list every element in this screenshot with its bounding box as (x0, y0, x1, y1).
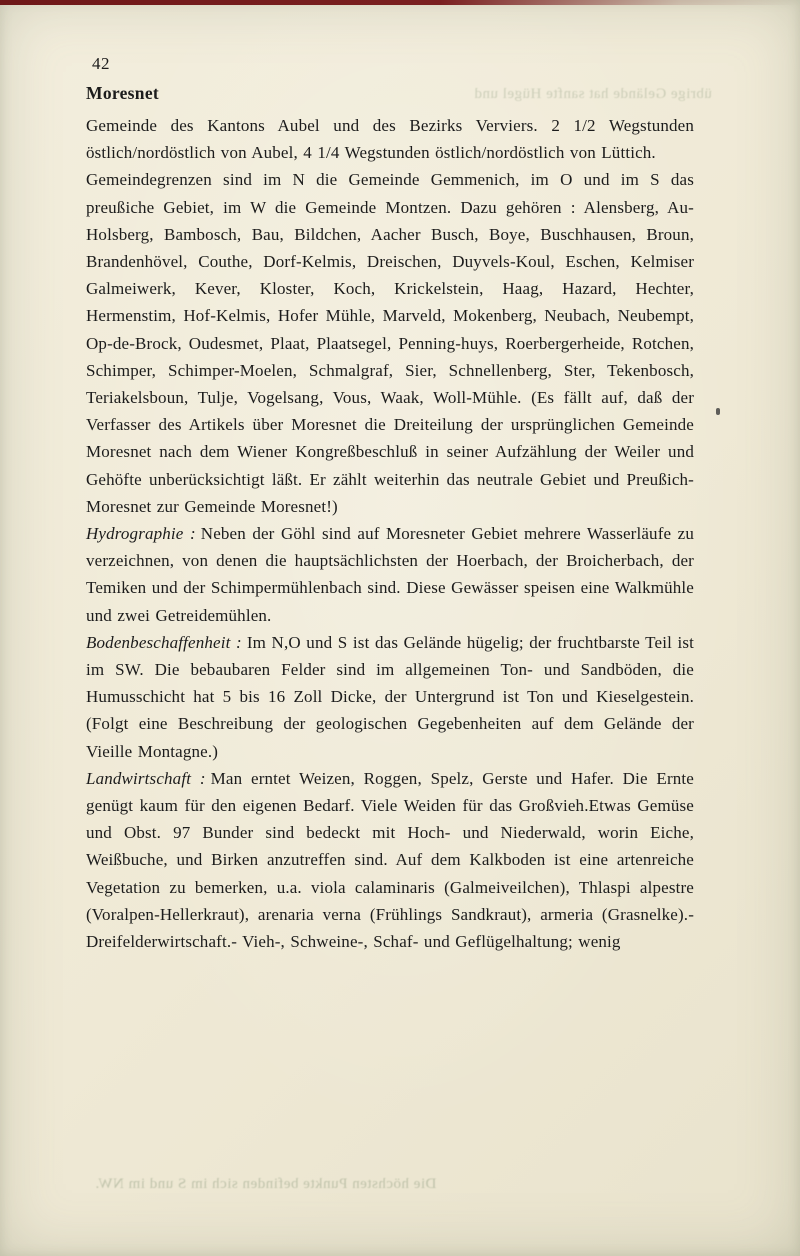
paragraph-intro (86, 112, 694, 166)
paragraph-text: Gemeindegrenzen sind im N die Gemeinde Gemmenich, im O und im S das preußiche Gebiet, im W die Gemeinde Montzen. Dazu gehören : Alensberg, Au-Holsberg, Bambosch, Bau, Bildchen, Aacher Busch, Boye, Buschhausen, Broun, Brandenhövel, Couthe, Dorf-Kelmis, Dreischen, Duyvels-Koul, Eschen, Kelmiser Galmeiwerk, Kever, Kloster, Koch, Krickelstein, Haag, Hazard, Hechter, Hermenstim, Hof-Kelmis, Hofer Mühle, Marveld, Mokenberg, Neubach, Neubempt, Op-de-Brock, Oudesmet, Plaat, Plaatsegel, Penning-huys, Roerbergerheide, Rotchen, Schimper, Schimper-Moelen, Schmalgraf, Sier, Schnellenberg, Ster, Tekenbosch, Teriakelsboun, Tulje, Vogelsang, Vous, Waak, Woll-Mühle. (Es fällt auf, daß der Verfasser des Artikels über Moresnet die Dreiteilung der ursprünglichen Gemeinde Moresnet nach dem Wiener Kongreßbeschluß in seiner Aufzählung der Weiler und Gehöfte unberücksichtigt läßt. Er zählt weiterhin das neutrale Gebiet und Preußich-Moresnet zur Gemeinde Moresnet!) (86, 170, 694, 516)
bleed-through-text: übrige Gelände hat sanfte Hügel und (474, 86, 712, 102)
page-title: Moresnet (86, 83, 160, 103)
paragraph-lead: Bodenbeschaffenheit : (86, 632, 242, 652)
bleed-through-text: Die höchsten Punkte befinden sich im S und im NW. (95, 1176, 437, 1192)
page-number: 42 (92, 54, 110, 73)
paragraph-hydrographie (86, 520, 694, 629)
paragraph-text: Man erntet Weizen, Roggen, Spelz, Gerste und Hafer. Die Ernte genügt kaum für den eigenen Bedarf. Viele Weiden für das Großvieh.Etwas Gemüse und Obst. 97 Bunder sind bedeckt mit Hoch- und Niederwald, worin Eiche, Weißbuche, und Birken anzutreffen sind. Auf dem Kalkboden ist eine artenreiche Vegetation zu bemerken, u.a. viola calaminaris (Galmeiveilchen), Thlaspi alpestre (Voralpen-Hellerkraut), arenaria verna (Frühlings Sandkraut), armeria (Grasnelke).-Dreifelderwirtschaft.- Vieh-, Schweine-, Schaf- und Geflügelhaltung; wenig (86, 768, 694, 952)
paragraph-text: Gemeinde des Kantons Aubel und des Bezirks Verviers. 2 1/2 Wegstunden östlich/nordöstlich von Aubel, 4 1/4 Wegstunden östlich/nordöstlich von Lüttich. (86, 116, 694, 163)
paragraph-text: Im N,O und S ist das Gelände hügelig; der fruchtbarste Teil ist im SW. Die bebaubaren Felder sind im allgemeinen Ton- und Sandböden, die Humusschicht hat 5 bis 16 Zoll Dicke, der Untergrund ist Ton und Kieselgestein. (Folgt eine Beschreibung der geologischen Gegebenheiten auf dem Gelände der Vieille Montagne.) (86, 632, 694, 761)
paragraph-text: Neben der Göhl sind auf Moresneter Gebiet mehrere Wasserläufe zu verzeichnen, von denen die hauptsächlichsten der Hoerbach, der Broicherbach, der Temiken und der Schimpermühlenbach sind. Diese Gewässer speisen eine Walkmühle und zwei Getreidemühlen. (86, 524, 695, 625)
body-text (86, 112, 694, 955)
paragraph-lead: Hydrographie : (86, 524, 196, 544)
paragraph-boundaries (86, 166, 694, 520)
paragraph-landwirtschaft (86, 765, 694, 955)
paragraph-bodenbeschaffenheit (86, 629, 694, 765)
paragraph-lead: Landwirtschaft : (86, 768, 206, 788)
ink-speck-artifact (716, 408, 720, 415)
